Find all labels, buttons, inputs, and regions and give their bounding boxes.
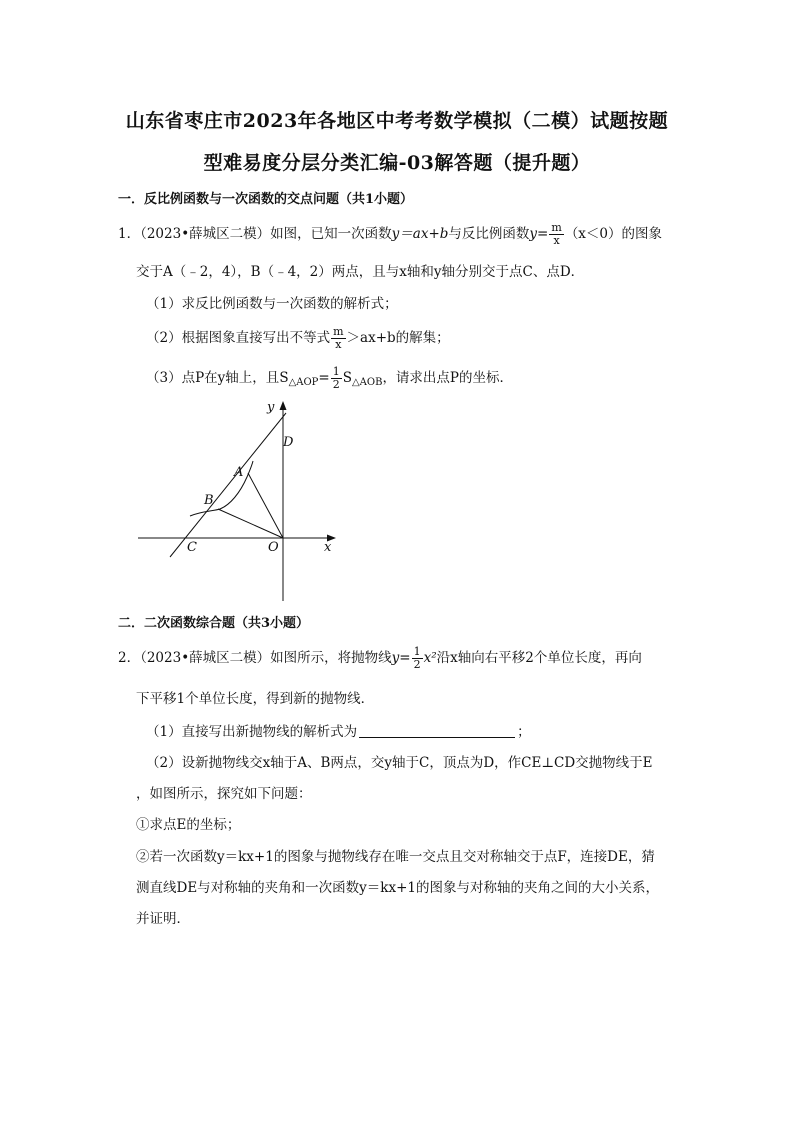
q1-half-denominator: 2 <box>332 378 340 391</box>
q1-area-sub-aob: △AOB <box>351 377 383 388</box>
q1-area-s1: S <box>279 370 289 386</box>
q1-part2-frac-denominator: x <box>335 338 342 351</box>
q1-part-2 <box>146 326 450 351</box>
q2-sub-2-line-2: 测直线DE与对称轴的夹角和一次函数y＝kx+1的图象与对称轴的夹角之间的大小关系， <box>136 880 659 896</box>
label-o: O <box>268 540 279 555</box>
q1-frac-numerator: m <box>551 221 562 234</box>
q2-sub-1: ①求点E的坐标； <box>136 817 241 833</box>
document-title-line-1: 山东省枣庄市2023年各地区中考考数学模拟（二模）试题按题 <box>125 110 669 132</box>
q1-frac-denominator: x <box>553 234 560 247</box>
q1-y-equals: y= <box>529 226 549 242</box>
q2-x-squared: x² <box>423 650 437 666</box>
q2-sub-2-line-1: ②若一次函数y＝kx+1的图象与抛物线存在唯一交点且交对称轴交于点F，连接DE，猜 <box>136 849 655 865</box>
label-d: D <box>283 435 294 450</box>
q1-area-s2: S <box>342 370 352 386</box>
q2-line-1 <box>118 646 642 671</box>
document-title-line-2: 型难易度分层分类汇编-03解答题（提升题） <box>203 152 591 174</box>
q2-half-fraction <box>412 646 423 671</box>
q1-equals: = <box>318 370 330 386</box>
q2-part-2-line-2: ，如图所示，探究如下问题： <box>136 786 312 802</box>
label-b: B <box>204 493 214 508</box>
q1-part2-frac-numerator: m <box>333 325 344 338</box>
q1-half-fraction <box>331 366 342 391</box>
q2-sub-2-line-3: 并证明． <box>136 911 190 927</box>
line-cd <box>170 413 286 557</box>
q1-half-numerator: 1 <box>332 365 340 378</box>
q1-linear-function: y＝ax+b <box>391 226 449 242</box>
q2-line-2: 下平移1个单位长度，得到新的抛物线． <box>136 691 375 707</box>
q1-line1-mid: 与反比例函数 <box>448 226 530 242</box>
section-heading-2: 二．二次函数综合题（共3小题） <box>118 616 310 631</box>
label-a: A <box>234 465 244 480</box>
q1-line-1 <box>118 222 662 247</box>
q2-part1-suffix: ； <box>517 724 531 740</box>
y-axis-arrow <box>280 401 287 410</box>
q1-part-1: （1）求反比例函数与一次函数的解析式； <box>146 296 398 312</box>
segment-ob <box>218 509 283 538</box>
label-c: C <box>187 540 197 555</box>
q1-area-sub-aop: △AOP <box>288 377 319 388</box>
q1-part3-suffix: ，请求出点P的坐标． <box>382 370 514 386</box>
label-x: x <box>324 540 332 555</box>
q2-part-1 <box>146 720 531 740</box>
q2-y-equals: y= <box>391 650 411 666</box>
hyperbola-curve <box>190 461 253 516</box>
q2-part1-prefix: （1）直接写出新抛物线的解析式为 <box>146 724 358 740</box>
q2-part-2-line-1: （2）设新抛物线交x轴于A、B两点，交y轴于C，顶点为D，作CE⊥CD交抛物线于E <box>146 755 653 771</box>
label-y: y <box>267 400 275 415</box>
q2-line1-suffix: 沿x轴向右平移2个单位长度，再向 <box>436 650 642 666</box>
q2-line1-prefix: 2．（2023•薛城区二模）如图所示，将抛物线 <box>118 650 392 666</box>
q1-line1-condition: （x＜0）的图象 <box>564 226 663 242</box>
segment-oa <box>248 473 283 538</box>
q2-half-numerator: 1 <box>413 645 421 658</box>
q1-part2-fraction <box>331 326 345 351</box>
q1-coordinate-figure <box>130 395 350 605</box>
q1-fraction-m-over-x <box>549 222 563 247</box>
q1-part3-prefix: （3）点P在y轴上，且 <box>146 370 280 386</box>
q2-half-denominator: 2 <box>413 658 421 671</box>
q1-part2-prefix: （2）根据图象直接写出不等式 <box>146 330 331 346</box>
q1-part-3 <box>146 366 513 391</box>
q1-line-2: 交于A（﹣2，4），B（﹣4，2）两点，且与x轴和y轴分别交于点C、点D． <box>136 264 585 280</box>
q1-part2-suffix: ＞ax+b的解集； <box>346 330 450 346</box>
q2-answer-blank[interactable] <box>359 723 515 738</box>
section-heading-1: 一．反比例函数与一次函数的交点问题（共1小题） <box>118 192 414 207</box>
q1-line1-prefix: 1．（2023•薛城区二模）如图，已知一次函数 <box>118 226 392 242</box>
